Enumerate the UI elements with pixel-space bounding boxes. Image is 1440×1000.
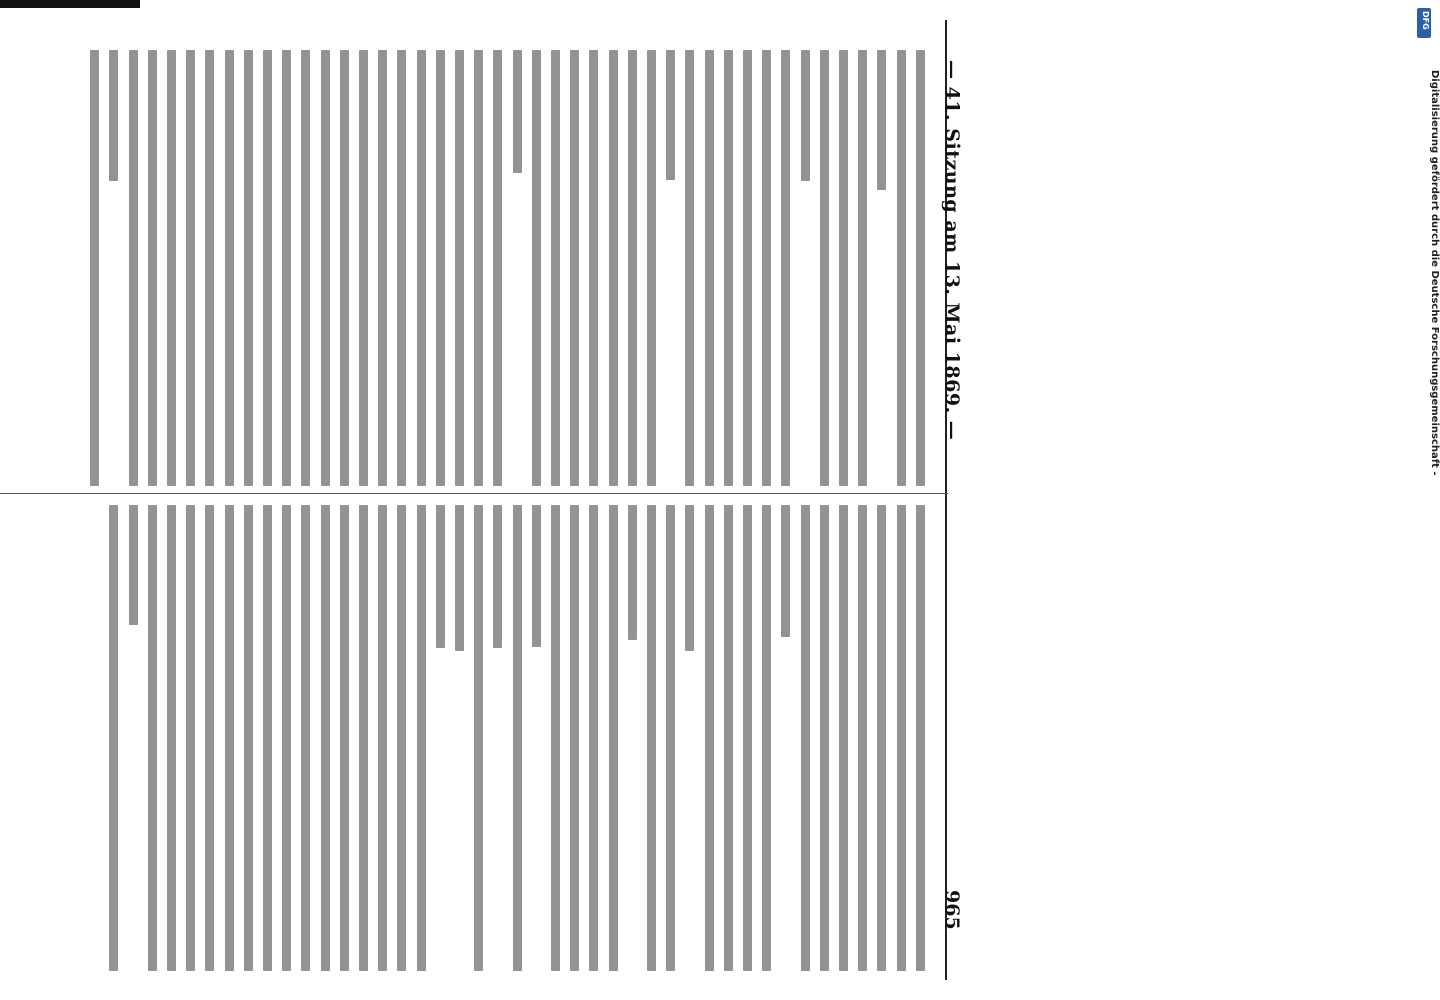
text-line [129,50,138,486]
text-line [455,50,464,486]
text-line [705,505,714,971]
text-line [129,505,138,625]
text-line [378,50,387,486]
text-line [417,505,426,971]
text-line [781,50,790,486]
text-line [417,50,426,486]
text-line [801,505,810,971]
text-line [589,50,598,486]
text-line [532,50,541,486]
column-divider [0,493,948,494]
text-line [628,50,637,486]
text-line [858,50,867,486]
text-line [90,50,99,486]
text-line [359,50,368,486]
text-line [570,505,579,971]
text-line [321,50,330,486]
text-line [493,505,502,648]
text-line [378,505,387,971]
dfg-logo-text: DFG [1421,11,1430,30]
text-line [513,50,522,173]
text-line [551,50,560,486]
text-line [321,505,330,971]
text-line [359,505,368,971]
text-line [397,505,406,971]
text-line [513,505,522,971]
text-line [148,505,157,971]
text-column-lower [90,505,930,975]
text-line [244,505,253,971]
text-line [474,50,483,486]
text-line [589,505,598,971]
text-line [301,50,310,486]
text-line [397,50,406,486]
text-line [186,50,195,486]
text-line [666,505,675,971]
text-line [109,505,118,971]
text-line [724,505,733,971]
text-line [263,505,272,971]
text-column-upper [80,50,930,490]
text-line [916,50,925,486]
text-line [244,50,253,486]
text-line [532,505,541,647]
text-line [148,50,157,486]
text-line [743,505,752,971]
text-line [205,505,214,971]
text-line [340,505,349,971]
text-line [225,505,234,971]
text-line [167,50,176,486]
text-line [301,505,310,971]
text-line [570,50,579,486]
text-line [455,505,464,651]
text-line [282,505,291,971]
text-line [801,50,810,181]
text-line [436,50,445,486]
text-line [205,50,214,486]
text-line [724,50,733,486]
text-line [282,50,291,486]
text-line [225,50,234,486]
text-line [858,505,867,971]
text-line [916,505,925,971]
text-line [609,50,618,486]
text-line [705,50,714,486]
text-line [820,505,829,971]
text-line [628,505,637,640]
text-line [647,50,656,486]
text-line [762,505,771,971]
text-line [685,50,694,486]
text-line [877,505,886,971]
text-line [263,50,272,486]
text-line [839,50,848,486]
text-line [743,50,752,486]
text-line [877,50,886,190]
text-line [666,50,675,180]
ink-smudge [0,0,140,8]
text-line [647,505,656,971]
text-line [897,50,906,486]
text-line [685,505,694,651]
dfg-logo [1417,8,1431,38]
text-line [109,50,118,181]
running-head: — 41. Sitzung am 13. Mai 1869. — [941,60,963,441]
text-line [609,505,618,971]
text-line [897,505,906,971]
text-line [186,505,195,971]
text-line [493,50,502,486]
dfg-attribution: Digitalisierung gefördert durch die Deutsche Forschungsgemeinschaft - [1429,70,1440,476]
text-line [340,50,349,486]
text-line [781,505,790,637]
text-line [474,505,483,971]
text-line [820,50,829,486]
text-line [436,505,445,648]
page-number: 965 [941,890,963,930]
text-line [167,505,176,971]
text-line [762,50,771,486]
text-line [839,505,848,971]
text-line [551,505,560,971]
